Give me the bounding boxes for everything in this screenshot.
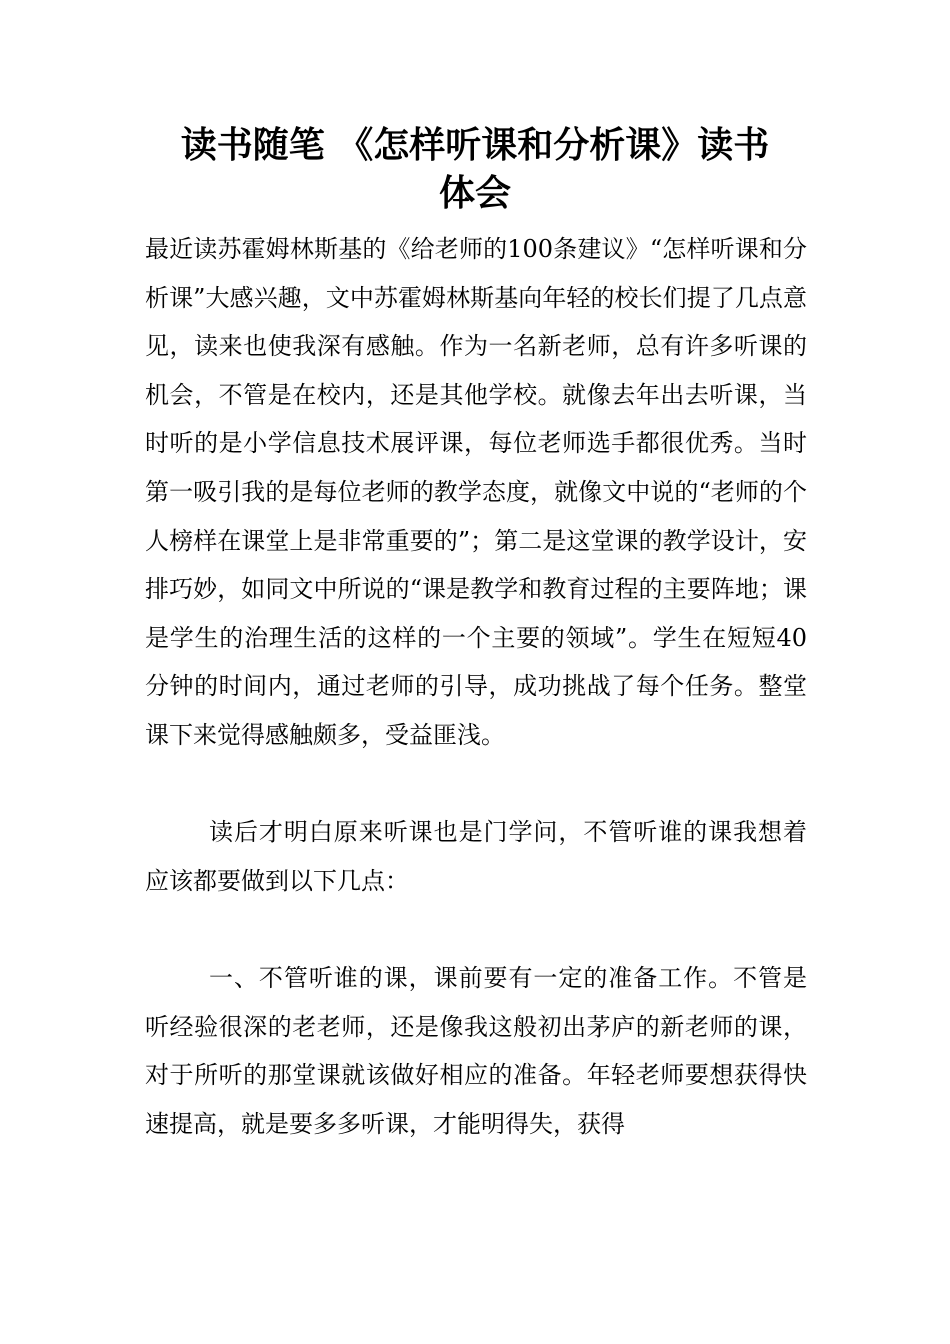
title-line-1: 读书随笔 《怎样听课和分析课》读书 xyxy=(180,125,770,166)
paragraph-gap xyxy=(145,905,807,954)
title-line-2: 体会 xyxy=(438,173,511,214)
document-body xyxy=(145,225,807,1148)
paragraph-reflection: 读后才明白原来听课也是门学问，不管听谁的课我想着应该都要做到以下几点： xyxy=(145,818,807,895)
document-title xyxy=(145,122,805,218)
paragraph-intro: 最近读苏霍姆林斯基的《给老师的100条建议》“怎样听课和分析课”大感兴趣，文中苏霍姆林斯基向年轻的校长们提了几点意见，读来也使我深有感触。作为一名新老师，总有许多听课的机会，不管是在校内，还是其他学校。就像去年出去听课，当时听的是小学信息技术展评课，每位老师选手都很优秀。当时第一吸引我的是每位老师的教学态度，就像文中说的“老师的个人榜样在课堂上是非常重要的”；第二是这堂课的教学设计，安排巧妙，如同文中所说的“课是教学和教育过程的主要阵地；课是学生的治理生活的这样的一个主要的领域”。学生在短短40分钟的时间内，通过老师的引导，成功挑战了每个任务。整堂课下来觉得感触颇多，受益匪浅。 xyxy=(145,235,807,749)
paragraph-point-one: 一、不管听谁的课，课前要有一定的准备工作。不管是听经验很深的老老师，还是像我这般初出茅庐的新老师的课，对于所听的那堂课就该做好相应的准备。年轻老师要想获得快速提高，就是要多多听课，才能明得失，获得 xyxy=(145,963,807,1138)
paragraph-gap xyxy=(145,760,807,809)
